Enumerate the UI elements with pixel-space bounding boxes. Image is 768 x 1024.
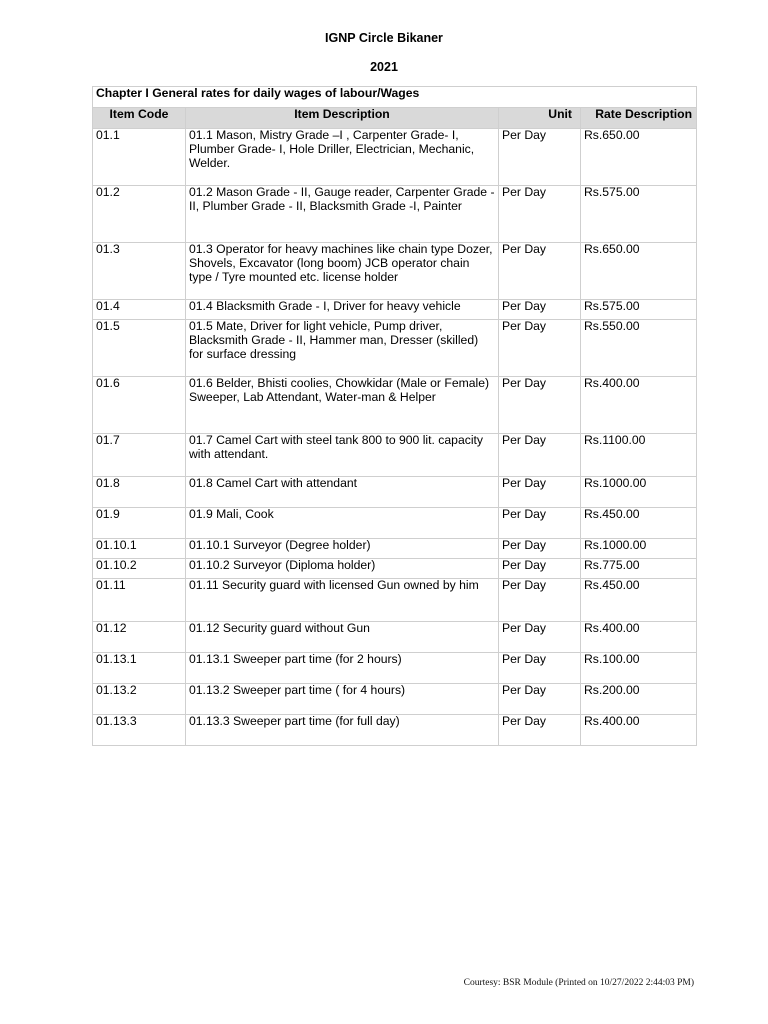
document-year: 2021: [370, 60, 398, 74]
item-description-cell: 01.10.1 Surveyor (Degree holder): [186, 539, 499, 559]
unit-cell: Per Day: [499, 186, 581, 243]
table-row: [93, 243, 697, 300]
rate-cell: Rs.450.00: [581, 579, 697, 622]
item-code-cell: 01.13.1: [93, 653, 186, 684]
table-row: [93, 300, 697, 320]
item-description-cell: 01.5 Mate, Driver for light vehicle, Pump driver, Blacksmith Grade - II, Hammer man, Dresser (skilled) for surface dressing: [186, 320, 499, 377]
unit-cell: Per Day: [499, 715, 581, 746]
item-code-cell: 01.13.2: [93, 684, 186, 715]
rate-cell: Rs.200.00: [581, 684, 697, 715]
table-row: [93, 539, 697, 559]
item-description-cell: 01.13.2 Sweeper part time ( for 4 hours): [186, 684, 499, 715]
item-description-cell: 01.10.2 Surveyor (Diploma holder): [186, 559, 499, 579]
item-code-cell: 01.10.1: [93, 539, 186, 559]
item-description-cell: 01.1 Mason, Mistry Grade –I , Carpenter Grade- I, Plumber Grade- I, Hole Driller, Electrician, Mechanic, Welder.: [186, 129, 499, 186]
column-header-item-code: Item Code: [93, 108, 186, 129]
item-code-cell: 01.8: [93, 477, 186, 508]
item-description-cell: 01.9 Mali, Cook: [186, 508, 499, 539]
column-header-row: [93, 108, 697, 129]
item-code-cell: 01.4: [93, 300, 186, 320]
chapter-heading: Chapter I General rates for daily wages of labour/Wages: [93, 87, 697, 108]
item-description-cell: 01.8 Camel Cart with attendant: [186, 477, 499, 508]
item-code-cell: 01.12: [93, 622, 186, 653]
unit-cell: Per Day: [499, 300, 581, 320]
item-description-cell: 01.4 Blacksmith Grade - I, Driver for heavy vehicle: [186, 300, 499, 320]
item-description-cell: 01.12 Security guard without Gun: [186, 622, 499, 653]
table-row: [93, 579, 697, 622]
table-row: [93, 186, 697, 243]
rate-cell: Rs.550.00: [581, 320, 697, 377]
unit-cell: Per Day: [499, 243, 581, 300]
table-row: [93, 559, 697, 579]
item-description-cell: 01.13.1 Sweeper part time (for 2 hours): [186, 653, 499, 684]
table-row: [93, 434, 697, 477]
item-code-cell: 01.11: [93, 579, 186, 622]
rate-cell: Rs.450.00: [581, 508, 697, 539]
rate-cell: Rs.575.00: [581, 300, 697, 320]
unit-cell: Per Day: [499, 377, 581, 434]
table-row: [93, 129, 697, 186]
item-description-cell: 01.2 Mason Grade - II, Gauge reader, Carpenter Grade -II, Plumber Grade - II, Blacksmith Grade -I, Painter: [186, 186, 499, 243]
item-description-cell: 01.3 Operator for heavy machines like chain type Dozer, Shovels, Excavator (long boom) JCB operator chain type / Tyre mounted etc. license holder: [186, 243, 499, 300]
rate-cell: Rs.650.00: [581, 243, 697, 300]
unit-cell: Per Day: [499, 622, 581, 653]
rate-cell: Rs.400.00: [581, 622, 697, 653]
rate-cell: Rs.400.00: [581, 715, 697, 746]
table-row: [93, 715, 697, 746]
unit-cell: Per Day: [499, 434, 581, 477]
unit-cell: Per Day: [499, 129, 581, 186]
unit-cell: Per Day: [499, 579, 581, 622]
item-code-cell: 01.3: [93, 243, 186, 300]
item-code-cell: 01.9: [93, 508, 186, 539]
table-row: [93, 622, 697, 653]
table-row: [93, 320, 697, 377]
item-code-cell: 01.5: [93, 320, 186, 377]
rate-cell: Rs.1000.00: [581, 477, 697, 508]
unit-cell: Per Day: [499, 539, 581, 559]
unit-cell: Per Day: [499, 477, 581, 508]
item-code-cell: 01.13.3: [93, 715, 186, 746]
item-code-cell: 01.10.2: [93, 559, 186, 579]
table-row: [93, 477, 697, 508]
column-header-unit: Unit: [499, 108, 581, 129]
item-description-cell: 01.13.3 Sweeper part time (for full day): [186, 715, 499, 746]
item-code-cell: 01.7: [93, 434, 186, 477]
rate-cell: Rs.1000.00: [581, 539, 697, 559]
rate-cell: Rs.775.00: [581, 559, 697, 579]
column-header-rate-description: Rate Description: [581, 108, 697, 129]
unit-cell: Per Day: [499, 653, 581, 684]
rate-cell: Rs.1100.00: [581, 434, 697, 477]
column-header-item-description: Item Description: [186, 108, 499, 129]
document-title: IGNP Circle Bikaner: [325, 31, 443, 45]
rate-cell: Rs.650.00: [581, 129, 697, 186]
item-description-cell: 01.6 Belder, Bhisti coolies, Chowkidar (Male or Female) Sweeper, Lab Attendant, Water-man & Helper: [186, 377, 499, 434]
rates-table: [92, 86, 697, 746]
item-description-cell: 01.7 Camel Cart with steel tank 800 to 900 lit. capacity with attendant.: [186, 434, 499, 477]
item-code-cell: 01.1: [93, 129, 186, 186]
table-row: [93, 653, 697, 684]
table-row: [93, 377, 697, 434]
item-code-cell: 01.6: [93, 377, 186, 434]
unit-cell: Per Day: [499, 559, 581, 579]
item-description-cell: 01.11 Security guard with licensed Gun owned by him: [186, 579, 499, 622]
table-row: [93, 684, 697, 715]
unit-cell: Per Day: [499, 320, 581, 377]
table-row: [93, 508, 697, 539]
chapter-heading-row: [93, 87, 697, 108]
item-code-cell: 01.2: [93, 186, 186, 243]
rate-cell: Rs.100.00: [581, 653, 697, 684]
unit-cell: Per Day: [499, 508, 581, 539]
unit-cell: Per Day: [499, 684, 581, 715]
rate-cell: Rs.400.00: [581, 377, 697, 434]
footer-courtesy: Courtesy: BSR Module (Printed on 10/27/2022 2:44:03 PM): [463, 978, 694, 988]
rate-cell: Rs.575.00: [581, 186, 697, 243]
